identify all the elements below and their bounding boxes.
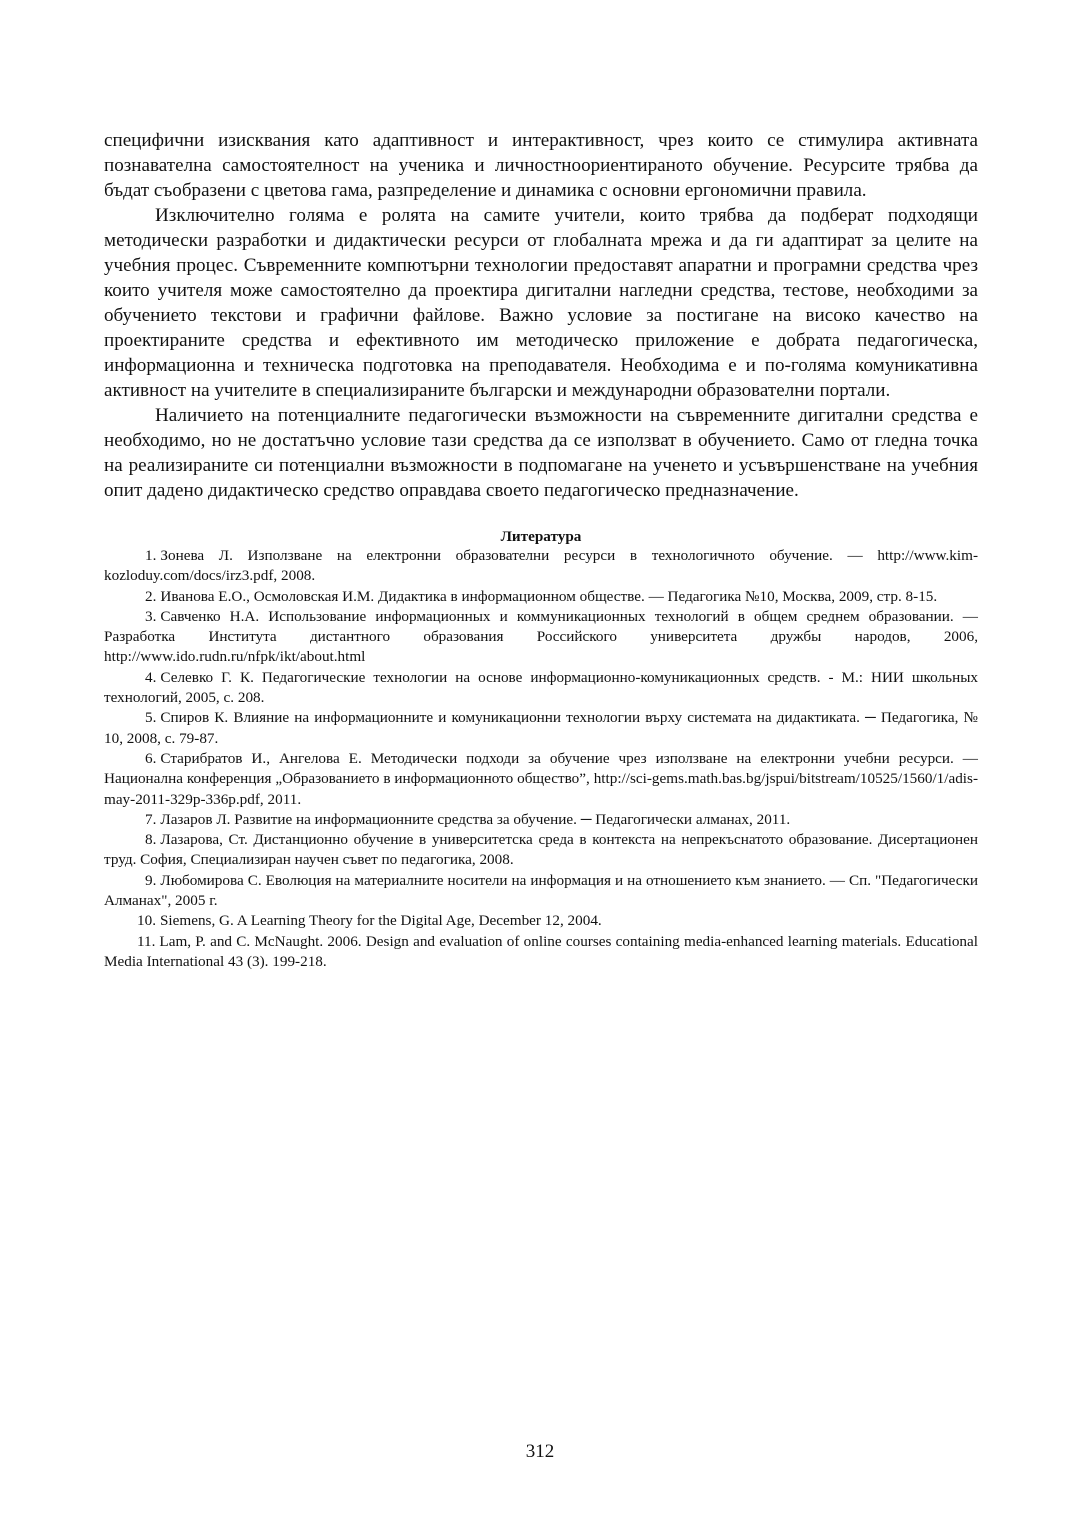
reference-number: 8. [145, 831, 157, 849]
reference-item [104, 911, 978, 931]
reference-number: 1. [145, 547, 157, 564]
reference-item [104, 607, 978, 668]
reference-text: Иванова Е.О., Осмоловская И.М. Дидактика в информационном обществе. — Педагогика №10, Москва, 2009, стр. 8-15. [160, 587, 938, 605]
reference-text: Лазарова, Ст. Дистанционно обучение в университетска среда в контекста на непрекъснатото образование. Дисертационен труд. София, Специализиран научен съвет по педагогика, 2008. [104, 831, 978, 869]
reference-item [104, 668, 978, 709]
reference-text: Лазаров Л. Развитие на информационните средства за обучение. ─ Педагогически алманах, 2011. [160, 810, 791, 828]
reference-number: 7. [145, 810, 157, 828]
paragraph-2: Изключително голяма е ролята на самите учители, които трябва да подберат подходящи методически разработки и дидактически ресурси от глобалната мрежа и да ги адаптират за целите на учебния процес. Съвременните компютърни технологии предоставят апаратни и програмни средства чрез които учителя може самостоятелно да проектира дигитални нагледни средства, тестове, необходими за обучението текстови и графични файлове. Важно условие за постигане на високо качество на проектираните средства и ефективното им методическо приложение е добрата педагогическа, информационна и техническа подготовка на преподавателя. Необходима е и по-голяма комуникативна активност на учителите в специализираните български и международни образователни портали. [104, 205, 978, 401]
reference-text: Siemens, G. A Learning Theory for the Digital Age, December 12, 2004. [159, 912, 602, 930]
page-number: 312 [525, 1441, 555, 1462]
reference-text: Зонева Л. Използване на електронни образователни ресурси в технологичното обучение. — http://www.kim-kozloduy.com/docs/irz3.pdf, 2008. [104, 547, 978, 585]
reference-number: 10. [137, 912, 156, 930]
reference-text: Lam, P. and C. McNaught. 2006. Design and evaluation of online courses containing media-enhanced learning materials. Educational Media International 43 (3). 199-218. [104, 932, 978, 970]
reference-item [104, 932, 978, 973]
reference-item [104, 546, 978, 587]
reference-number: 5. [145, 709, 157, 727]
paragraph-3: Наличието на потенциалните педагогически възможности на съвременните дигитални средства е необходимо, но не достатъчно условие тази средства да се използват в обучението. Само от гледна точка на реализираните си потенциални възможности в подпомагане на ученето и усъвършенстване на учебния опит дадено дидактическо средство оправдава своето педагогическо предназначение. [104, 405, 978, 501]
reference-number: 3. [145, 607, 157, 625]
reference-number: 6. [145, 749, 157, 767]
reference-number: 2. [145, 587, 157, 605]
reference-text: Спиров К. Влияние на информационните и комуникационни технологии върху системата на дидактиката. ─ Педагогика, № 10, 2008, с. 79-87. [104, 709, 978, 747]
reference-text: Селевко Г. К. Педагогические технологии на основе информационно-комуникационных средств. - М.: НИИ школьных технологий, 2005, с. 208. [104, 668, 978, 707]
reference-list [104, 546, 978, 972]
reference-number: 4. [145, 668, 157, 686]
reference-item [104, 871, 978, 912]
reference-item [104, 587, 978, 607]
reference-item [104, 810, 978, 830]
reference-item [104, 708, 978, 749]
reference-text: Любомирова С. Еволюция на материалните носители на информация и на отношението към знанието. — Сп. "Педагогически Алманах", 2005 г. [104, 871, 978, 910]
page-content [104, 128, 978, 972]
reference-item [104, 749, 978, 810]
reference-text: Савченко Н.А. Использование информационных и коммуникационных технологий в общем среднем образовании. — Разработка Института дистантного образования Российского университета дружбы народов, 2006, http://www.ido.rudn.ru/nfpk/ikt/about.html [104, 607, 978, 666]
literature-heading: Литература [500, 528, 582, 545]
reference-item [104, 830, 978, 871]
reference-number: 9. [145, 871, 157, 889]
paragraph-1: специфични изисквания като адаптивност и интерактивност, чрез които се стимулира активната познавателна самостоятелност на ученика и личностноориентираното обучение. Ресурсите трябва да бъдат съобразени с цветова гама, разпределение и динамика с основни ергономични правила. [104, 130, 978, 201]
reference-number: 11. [137, 932, 156, 950]
body-text [104, 128, 978, 503]
reference-text: Старибратов И., Ангелова Е. Методически подходи за обучение чрез използване на електронни учебни ресурси. — Национална конференция „Образованието в информационното общество”, http://sci-gems.math.bas.bg/jspui/bitstream/10525/1560/1/adis-may-2011-329p-336p.pdf, 2011. [104, 749, 978, 808]
